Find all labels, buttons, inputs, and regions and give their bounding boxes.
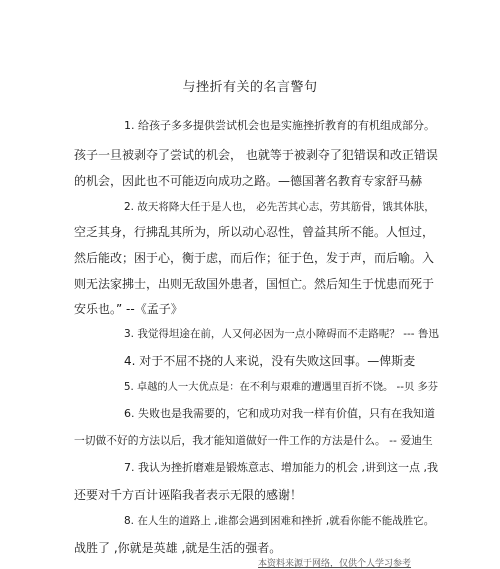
text-line: 则无法家拂士，出则无敌国外患者，国恒亡。然后知生于忧患而死于 [74, 277, 435, 291]
text-line: 空乏其身，行拂乱其所为，所以动心忍性，曾益其所不能。人恒过， [74, 225, 435, 239]
footer-note: 本资料来源于网络，仅供个人学习参考 [258, 559, 412, 569]
text-line: 6. 失败也是我需要的，它和成功对我一样有价值，只有在我知道 [124, 407, 435, 420]
page-title: 与挫折有关的名言警句 [182, 80, 318, 95]
text-line: 还要对千方百计诬陷我者表示无限的感谢！ [74, 488, 303, 502]
text-line: 安乐也。” --《孟子》 [74, 302, 183, 316]
text-line: 8. 在人生的道路上 ,谁都会遇到困难和挫折 ,就看你能不能战胜它。 [124, 515, 435, 527]
text-line: 然后能改；困于心，衡于虑，而后作；征于色，发于声，而后喻。入 [74, 251, 435, 265]
text-line: 7. 我认为挫折磨难是锻炼意志、增加能力的机会 ,讲到这一点 ,我 [124, 461, 438, 474]
text-line: 1. 给孩子多多提供尝试机会也是实施挫折教育的有机组成部分。 [124, 119, 435, 132]
text-line: 4. 对于不屈不挠的人来说，没有失败这回事。—俾斯麦 [124, 354, 416, 368]
text-line: 2. 故天将降大任于是人也， 必先苦其心志，劳其筋骨，饿其体肤， [124, 201, 435, 213]
text-line: 孩子一旦被剥夺了尝试的机会， 也就等于被剥夺了犯错误和改正错误 [74, 148, 438, 162]
text-line: 5. 卓越的人一大优点是：在不利与艰难的遭遇里百折不饶。 --贝 多芬 [124, 381, 438, 393]
text-line: 的机会，因此也不可能迈向成功之路。—德国著名教育专家舒马赫 [74, 174, 423, 188]
text-line: 一切做不好的方法以后，我才能知道做好一件工作的方法是什么。 -- 爱迪生 [74, 434, 433, 447]
text-line: 战胜了 ,你就是英雄 ,就是生活的强者。 [74, 541, 282, 555]
text-line: 3. 我觉得坦途在前，人又何必因为一点小障碍而不走路呢？ --- 鲁迅 [124, 328, 439, 340]
